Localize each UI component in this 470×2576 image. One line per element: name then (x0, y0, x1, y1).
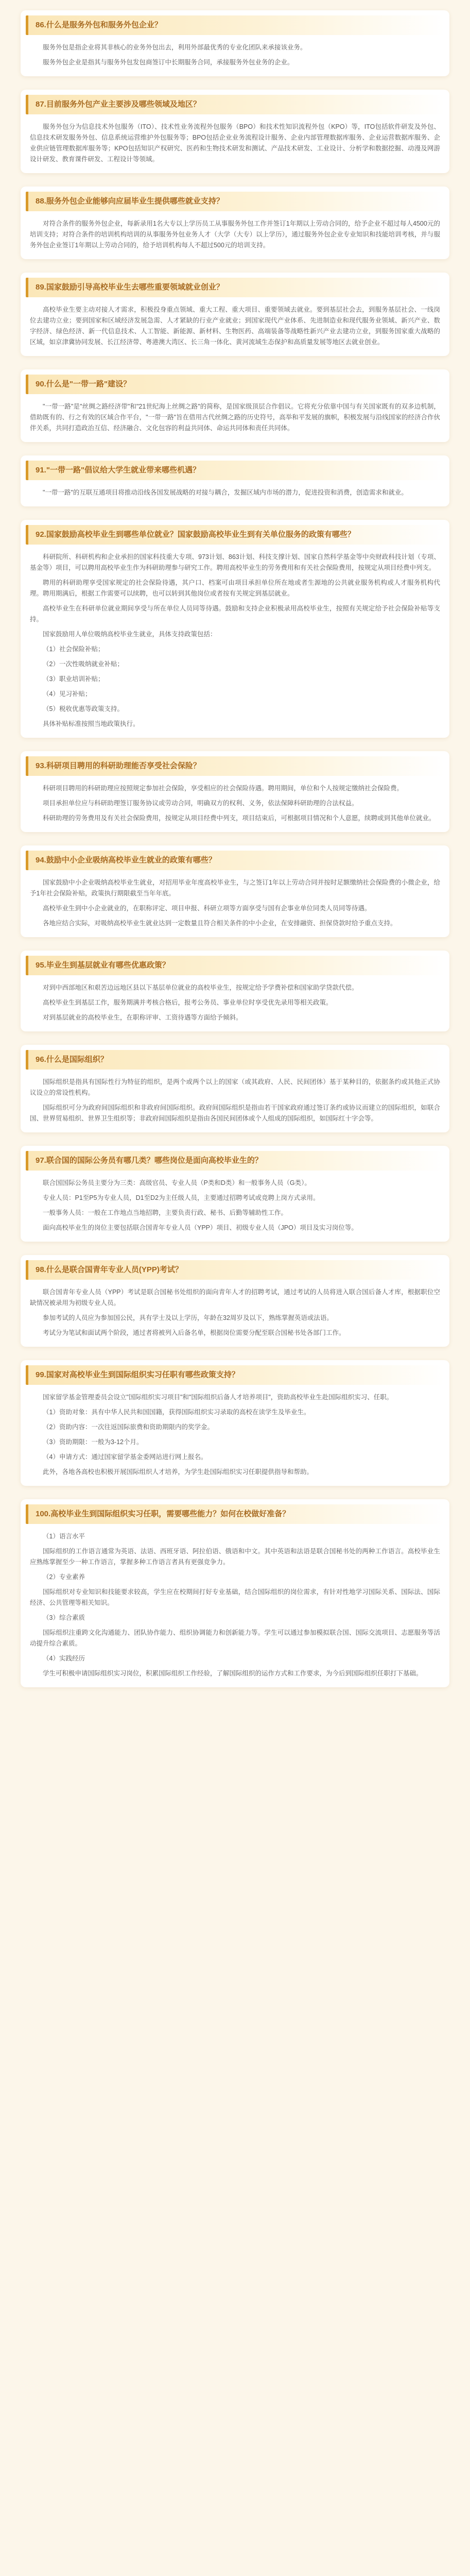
answer-paragraph: 面向高校毕业生的岗位主要包括联合国青年专业人员（YPP）项目、初级专业人员（JPO）项目及实习岗位等。 (43, 1224, 358, 1231)
answer-paragraph: （5）税收优惠等政策支持。 (43, 705, 124, 713)
answer-paragraph: 高校毕业生在科研单位就业期间享受与所在单位人员同等待遇。鼓励和支持企业积极录用高校毕业生，按照有关规定给予社会保险补贴等支持。 (30, 605, 440, 623)
answer-paragraph: 具体补贴标准按照当地政策执行。 (43, 720, 140, 727)
question-title: 97.联合国的国际公务员有哪几类？哪些岗位是面向高校毕业生的？ (36, 1156, 263, 1165)
answer-paragraph: （4）见习补贴； (43, 690, 92, 698)
question-header (26, 278, 444, 297)
answer-paragraph: （2）专业素养 (43, 1573, 85, 1581)
answer-paragraph: 国际组织注重跨文化沟通能力、团队协作能力、组织协调能力和创新能力等。学生可以通过参加模拟联合国、国际交流项目、志愿服务等活动提升综合素质。 (30, 1629, 440, 1647)
answer-paragraph: "一带一路"的互联互通项目将推动沿线各国发展战略的对接与耦合，发掘区域内市场的潜力，促进投资和消费，创造需求和就业。 (43, 489, 408, 496)
faq-card (21, 10, 449, 76)
answer-paragraph: （3）职业培训补贴； (43, 675, 105, 683)
answer-paragraph: 此外，各地各高校也积极开展国际组织人才培养，为学生赴国际组织实习任职提供指导和帮助。 (43, 1468, 314, 1476)
answer-paragraph: 专业人员：P1至P5为专业人员，D1至D2为主任级人员，主要通过招聘考试或竞聘上岗方式录用。 (43, 1194, 320, 1201)
question-header (26, 461, 444, 480)
answer-paragraph: 高校毕业生到中小企业就业的，在职称评定、项目申报、科研立项等方面享受与国有企事业单位同类人员同等待遇。 (43, 905, 371, 912)
answer-paragraph: （2）一次性吸纳就业补贴； (43, 660, 124, 668)
answer-paragraph: 参加考试的人员应为参加国公民，具有学士及以上学历，年龄在32周岁及以下，熟练掌握英语或法语。 (43, 1314, 333, 1321)
answer-paragraph: 国际组织的工作语言通常为英语、法语、西班牙语、阿拉伯语、俄语和中文。其中英语和法语是联合国秘书处的两种工作语言。高校毕业生应熟练掌握至少一种工作语言，掌握多种工作语言者具有更强竞争力。 (30, 1548, 440, 1566)
answer-paragraph: 国家鼓励中小企业吸纳高校毕业生就业，对招用毕业年度高校毕业生，与之签订1年以上劳动合同并按时足额缴纳社会保险费的小微企业，给予1年社会保险补贴，政策执行期限截至当年年底。 (30, 879, 440, 897)
question-title: 86.什么是服务外包和服务外包企业？ (36, 21, 162, 29)
answer-paragraph: 科研项目聘用的科研助理应按照规定参加社会保险，享受相应的社会保险待遇。聘用期间，单位和个人按规定缴纳社会保险费。 (43, 785, 404, 792)
question-title: 100.高校毕业生到国际组织实习任职，需要哪些能力？如何在校做好准备？ (36, 1510, 290, 1518)
answer-paragraph: 一般事务人员：一般在工作地点当地招聘，主要负责行政、秘书、后勤等辅助性工作。 (43, 1209, 288, 1216)
answer-paragraph: 国家留学基金管理委员会设立"国际组织实习项目"和"国际组织后备人才培养项目"，资助高校毕业生赴国际组织实习、任职。 (43, 1394, 393, 1401)
question-header (26, 1365, 444, 1385)
faq-card (21, 187, 449, 259)
question-title: 87.目前服务外包产业主要涉及哪些领域及地区？ (36, 100, 201, 109)
faq-card (21, 1045, 449, 1132)
answer-paragraph: （1）社会保险补贴； (43, 646, 105, 653)
faq-card (21, 1255, 449, 1347)
answer-paragraph: 服务外包企业是指其与服务外包发包商签订中长期服务合同，承接服务外包业务的企业。 (43, 59, 294, 66)
faq-card (21, 845, 449, 937)
answer-paragraph: （1）资助对象：具有中华人民共和国国籍，获得国际组织实习录取的高校在读学生及毕业生。 (43, 1409, 310, 1416)
faq-card (21, 369, 449, 442)
question-title: 91."一带一路"倡议给大学生就业带来哪些机遇？ (36, 466, 201, 474)
question-header (26, 375, 444, 394)
answer-paragraph: （2）资助内容：一次往返国际旅费和资助期限内的奖学金。 (43, 1423, 214, 1431)
question-header (26, 956, 444, 975)
answer-paragraph: 国际组织可分为政府间国际组织和非政府间国际组织。政府间国际组织是指由若干国家政府通过签订条约或协议而建立的国际组织，如联合国、世界贸易组织、世界卫生组织等；非政府间国际组织是指由各国民间团体或个人组成的国际组织，如国际红十字会等。 (30, 1104, 440, 1122)
answer-paragraph: 聘用的科研助理享受国家规定的社会保险待遇，其户口、档案可由项目承担单位所在地或者生源地的公共就业服务机构或人才服务机构代理。聘用期满后，根据工作需要可以续聘，也可以转到其他岗位或者按有关规定到基层就业。 (30, 579, 440, 597)
question-header (26, 95, 444, 114)
question-header (26, 192, 444, 211)
answer-paragraph: （4）实践经历 (43, 1655, 85, 1662)
faq-card (21, 1146, 449, 1242)
answer-paragraph: 联合国青年专业人员（YPP）考试是联合国秘书处组织的面向青年人才的招聘考试，通过考试的人员将进入联合国后备人才库，根据职位空缺情况被录用为初级专业人员。 (30, 1289, 440, 1307)
faq-card (21, 951, 449, 1031)
question-title: 89.国家鼓励引导高校毕业生去哪些重要领域就业创业？ (36, 283, 224, 292)
question-header (26, 851, 444, 870)
answer-paragraph: 对符合条件的服务外包企业，每新录用1名大专以上学历员工从事服务外包工作并签订1年期以上劳动合同的，给予企业不超过每人4500元的培训支持；对符合条件的培训机构培训的从事服务外包业务人才（大学（大专）以上学历），通过服务外包企业专业知识和技能培训考核，并与服务外包企业签订1年期以上劳动合同的，给予培训机构每人不超过500元的培训支持。 (30, 220, 440, 249)
answer-paragraph: 服务外包是指企业将其非核心的业务外包出去，利用外部最优秀的专业化团队来承接该业务。 (43, 44, 307, 51)
answer-paragraph: 学生可积极申请国际组织实习岗位，积累国际组织工作经验，了解国际组织的运作方式和工作要求，为今后到国际组织任职打下基础。 (43, 1670, 423, 1677)
answer-paragraph: 考试分为笔试和面试两个阶段，通过者将被列入后备名单，根据岗位需要分配至联合国秘书处各部门工作。 (43, 1329, 345, 1336)
answer-paragraph: "一带一路"是"丝绸之路经济带"和"21世纪海上丝绸之路"的简称，是国家级顶层合作倡议。它将充分依靠中国与有关国家既有的双多边机制，借助既有的、行之有效的区域合作平台，"一带一路"旨在借用古代丝绸之路的历史符号，高举和平发展的旗帜，积极发展与沿线国家的经济合作伙伴关系，共同打造政治互信、经济融合、文化包容的利益共同体、命运共同体和责任共同体。 (30, 403, 440, 432)
question-title: 92.国家鼓励高校毕业生到哪些单位就业？国家鼓励高校毕业生到有关单位服务的政策有哪些？ (36, 530, 355, 539)
answer-paragraph: 各地应结合实际，对吸纳高校毕业生就业达到一定数量且符合相关条件的中小企业，在安排融资、担保贷款时给予重点支持。 (43, 920, 397, 927)
question-title: 90.什么是"一带一路"建设？ (36, 380, 131, 388)
answer-paragraph: 联合国国际公务员主要分为三类：高级官员、专业人员（P类和D类）和一般事务人员（G类）。 (43, 1179, 311, 1187)
question-header (26, 525, 444, 545)
answer-paragraph: 项目承担单位应与科研助理签订服务协议或劳动合同，明确双方的权利、义务，依法保障科研助理的合法权益。 (43, 800, 358, 807)
question-title: 94.鼓励中小企业吸纳高校毕业生就业的政策有哪些？ (36, 856, 216, 865)
answer-paragraph: 科研助理的劳务费用及有关社会保险费用，按规定从项目经费中列支，项目结束后，可根据项目情况和个人意愿，续聘或到其他单位就业。 (43, 815, 436, 822)
question-title: 96.什么是国际组织？ (36, 1055, 108, 1064)
faq-card (21, 1499, 449, 1687)
question-title: 88.服务外包企业能够向应届毕业生提供哪些就业支持？ (36, 197, 224, 206)
question-title: 93.科研项目聘用的科研助理能否享受社会保险？ (36, 761, 201, 770)
answer-paragraph: 国际组织是指具有国际性行为特征的组织，是两个或两个以上的国家（或其政府、人民、民间团体）基于某种目的，依据条约或其他正式协议设立的常设性机构。 (30, 1078, 440, 1096)
question-title: 99.国家对高校毕业生到国际组织实习任职有哪些政策支持？ (36, 1370, 239, 1379)
answer-paragraph: 对到基层就业的高校毕业生，在职称评审、工资待遇等方面给予倾斜。 (43, 1014, 242, 1021)
faq-card (21, 751, 449, 832)
faq-card (21, 273, 449, 356)
faq-card (21, 455, 449, 506)
answer-paragraph: （4）申请方式：通过国家留学基金委网站进行网上报名。 (43, 1453, 207, 1461)
faq-card (21, 90, 449, 173)
question-header (26, 15, 444, 35)
answer-paragraph: 高校毕业生要主动对接人才需求，积极投身重点领域、重大工程、重大项目、重要领域去就业。要到基层社会去，到服务基层社会、一线岗位去建功立业；要到国家和区域经济发展急需、人才紧缺的行业产业就业；到国家现代产业体系、先进制造业和现代服务业领域、新兴产业、数字经济、绿色经济、新一代信息技术、人工智能、新能源、新材料、生物医药、高端装备等战略性新兴产业去建功立业，到服务国家重大战略的区域，如京津冀协同发展、长江经济带、粤港澳大湾区、长三角一体化、黄河流域生态保护和高质量发展等地区去就业创业。 (30, 306, 440, 346)
question-header (26, 756, 444, 776)
answer-paragraph: 国际组织对专业知识和技能要求较高，学生应在校期间打好专业基础，结合国际组织的岗位需求，有针对性地学习国际关系、国际法、国际经济、公共管理等相关知识。 (30, 1588, 440, 1606)
faq-card (21, 520, 449, 738)
answer-paragraph: 对到中西部地区和艰苦边远地区县以下基层单位就业的高校毕业生，按规定给予学费补偿和国家助学贷款代偿。 (43, 984, 358, 991)
question-header (26, 1504, 444, 1524)
answer-paragraph: 科研院所、科研机构和企业承担的国家科技重大专项、973计划、863计划、科技支撑计划、国家自然科学基金等中央财政科技计划（专项、基金等）项目，可以聘用高校毕业生作为科研助理参与研究工作。聘用高校毕业生的劳务费用和有关社会保险费用，按规定从项目经费中列支。 (30, 553, 440, 571)
faq-card (21, 1360, 449, 1486)
answer-paragraph: 国家鼓励用人单位吸纳高校毕业生就业，具体支持政策包括： (43, 631, 217, 638)
question-header (26, 1260, 444, 1280)
question-header (26, 1050, 444, 1070)
answer-paragraph: 高校毕业生到基层工作，服务期满并考核合格后，报考公务员、事业单位时享受优先录用等相关政策。 (43, 999, 333, 1006)
answer-paragraph: （1）语言水平 (43, 1533, 85, 1540)
question-title: 98.什么是联合国青年专业人员(YPP)考试？ (36, 1265, 183, 1274)
answer-paragraph: （3）资助期限：一般为3-12个月。 (43, 1438, 143, 1446)
question-title: 95.毕业生到基层就业有哪些优惠政策？ (36, 961, 170, 970)
answer-paragraph: （3）综合素质 (43, 1614, 85, 1621)
answer-paragraph: 服务外包分为信息技术外包服务（ITO）、技术性业务流程外包服务（BPO）和技术性知识流程外包（KPO）等，ITO包括软件研发及外包、信息技术研发服务外包、信息系统运营维护外包服务等；BPO包括企业业务流程设计服务、企业内部管理数据库服务、企业运营数据库服务、企业供应链管理数据库服务等；KPO包括知识产权研究、医药和生物技术研发和测试、产品技术研发、工业设计、分析学和数据挖掘、动漫及网游设计研发、教育课件研发、工程设计等领域。 (30, 123, 440, 163)
question-header (26, 1151, 444, 1171)
